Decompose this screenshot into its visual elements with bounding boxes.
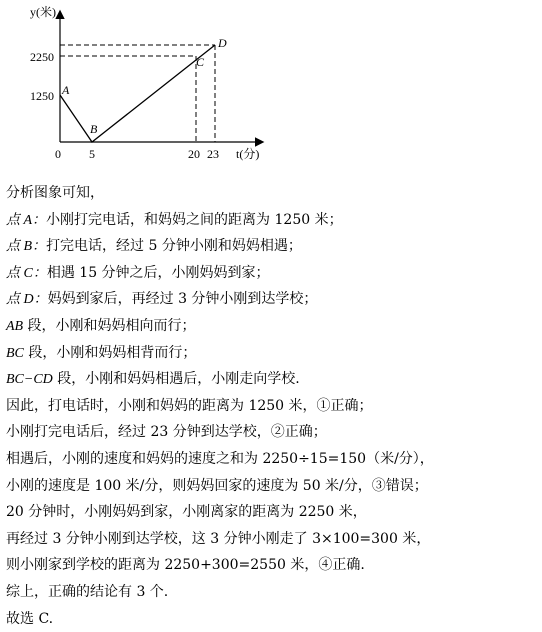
text-line xyxy=(6,446,536,473)
line-text: 段，小刚和妈妈相遇后，小刚走向学校. xyxy=(53,371,300,387)
text-line xyxy=(6,233,536,260)
line-text: 小刚打完电话，和妈妈之间的距离为 1250 米； xyxy=(46,212,343,228)
line-text: 20 分钟时，小刚妈妈到家，小刚离家的距离为 2250 米， xyxy=(6,504,367,520)
text-line xyxy=(6,260,536,287)
text-line xyxy=(6,313,536,340)
line-text: 相遇后，小刚的速度和妈妈的速度之和为 2250÷15=150（米/分）， xyxy=(6,451,434,467)
line-text: 综上，正确的结论有 3 个. xyxy=(6,584,168,600)
distance-time-graph xyxy=(0,0,290,175)
point-a-label: A xyxy=(61,83,70,97)
text-line xyxy=(6,366,536,393)
line-label: 点 A： xyxy=(6,213,46,228)
y-tick-1250: 1250 xyxy=(30,89,54,103)
text-line xyxy=(6,419,536,446)
x-axis-label: t(分) xyxy=(236,146,259,161)
y-tick-2250: 2250 xyxy=(30,50,54,64)
line-label: 点 B： xyxy=(6,239,46,254)
line-label: 点 C： xyxy=(6,266,47,281)
text-line xyxy=(6,606,536,632)
line-text: 故选 C. xyxy=(6,611,53,627)
text-line xyxy=(6,393,536,420)
line-text: 小刚的速度是 100 米/分，则妈妈回家的速度为 50 米/分，③错误； xyxy=(6,478,428,494)
point-c-label: C xyxy=(196,55,205,69)
line-text: 分析图象可知， xyxy=(6,185,104,201)
origin-label: 0 xyxy=(55,147,61,161)
line-text: 小刚打完电话后，经过 23 分钟到达学校，②正确； xyxy=(6,424,327,440)
line-label: BC−CD xyxy=(6,372,53,387)
line-text: 段，小刚和妈妈相向而行； xyxy=(23,318,195,334)
text-line xyxy=(6,526,536,553)
line-text: 再经过 3 分钟小刚到达学校，这 3 分钟小刚走了 3×100=300 米， xyxy=(6,531,430,547)
solution-text xyxy=(6,180,536,632)
line-label: AB xyxy=(6,319,23,334)
x-tick-23: 23 xyxy=(207,147,219,161)
line-text: 因此，打电话时，小刚和妈妈的距离为 1250 米，①正确； xyxy=(6,398,373,414)
text-line xyxy=(6,552,536,579)
point-b-label: B xyxy=(90,122,98,136)
line-text: 打完电话，经过 5 分钟小刚和妈妈相遇； xyxy=(46,238,302,254)
x-tick-5: 5 xyxy=(89,147,95,161)
text-line xyxy=(6,180,536,207)
line-text: 妈妈到家后，再经过 3 分钟小刚到达学校； xyxy=(48,291,318,307)
graph-line xyxy=(60,45,215,142)
text-line xyxy=(6,499,536,526)
line-text: 则小刚家到学校的距离为 2250+300=2550 米，④正确. xyxy=(6,557,365,573)
text-line xyxy=(6,340,536,367)
point-d-label: D xyxy=(217,36,227,50)
line-text: 段，小刚和妈妈相背而行； xyxy=(24,345,196,361)
x-tick-20: 20 xyxy=(188,147,200,161)
text-line xyxy=(6,207,536,234)
y-axis-label: y(米) xyxy=(30,4,56,19)
line-label: 点 D： xyxy=(6,292,48,307)
text-line xyxy=(6,473,536,500)
line-label: BC xyxy=(6,346,24,361)
text-line xyxy=(6,286,536,313)
line-text: 相遇 15 分钟之后，小刚妈妈到家； xyxy=(47,265,270,281)
